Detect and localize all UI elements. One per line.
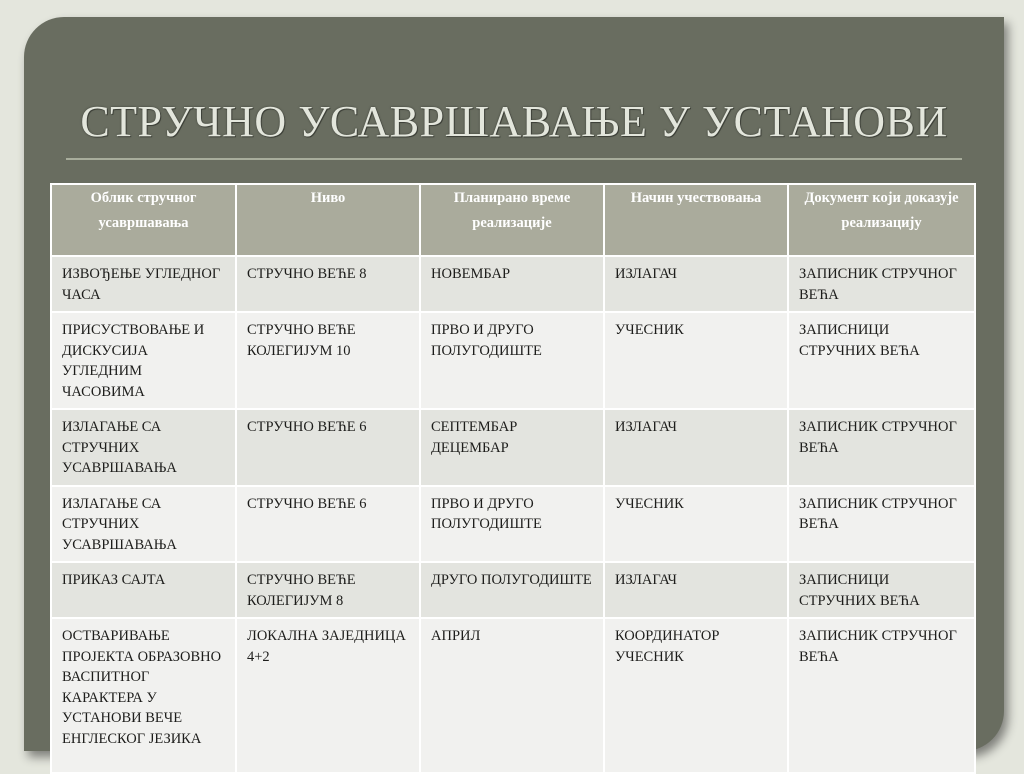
cell-document: ЗАПИСНИК СТРУЧНОГ ВЕЋА: [788, 618, 975, 773]
cell-level: СТРУЧНО ВЕЋЕ КОЛЕГИЈУМ 8: [236, 562, 420, 618]
cell-form: ИЗЛАГАЊЕ СА СТРУЧНИХ УСАВРШАВАЊА: [51, 409, 236, 486]
header-level: Ниво: [236, 184, 420, 256]
cell-participation: УЧЕСНИК: [604, 312, 788, 409]
table-row: [51, 409, 975, 486]
table-container: [50, 183, 974, 774]
cell-document: ЗАПИСНИК СТРУЧНОГ ВЕЋА: [788, 409, 975, 486]
cell-document: ЗАПИСНИК СТРУЧНОГ ВЕЋА: [788, 256, 975, 312]
table-row: [51, 562, 975, 618]
cell-form: ПРИКАЗ САЈТА: [51, 562, 236, 618]
cell-participation: УЧЕСНИК: [604, 486, 788, 563]
title-divider: [66, 158, 962, 160]
cell-participation: ИЗЛАГАЧ: [604, 562, 788, 618]
cell-planned-time: ДРУГО ПОЛУГОДИШТЕ: [420, 562, 604, 618]
table-row: [51, 256, 975, 312]
cell-level: ЛОКАЛНА ЗАЈЕДНИЦА 4+2: [236, 618, 420, 773]
cell-planned-time: АПРИЛ: [420, 618, 604, 773]
slide-title: СТРУЧНО УСАВРШАВАЊЕ У УСТАНОВИ: [80, 97, 948, 146]
table-header-row: [51, 184, 975, 256]
cell-level: СТРУЧНО ВЕЋЕ 8: [236, 256, 420, 312]
table-row: [51, 312, 975, 409]
cell-form: ОСТВАРИВАЊЕ ПРОЈЕКТА ОБРАЗОВНО ВАСПИТНОГ КАРАКТЕРА У УСТАНОВИ ВЕЧЕ ЕНГЛЕСКОГ ЈЕЗИКА: [51, 618, 236, 773]
table-row: [51, 618, 975, 773]
table-row: [51, 486, 975, 563]
cell-level: СТРУЧНО ВЕЋЕ КОЛЕГИЈУМ 10: [236, 312, 420, 409]
cell-document: ЗАПИСНИЦИ СТРУЧНИХ ВЕЋА: [788, 312, 975, 409]
cell-participation: ИЗЛАГАЧ: [604, 256, 788, 312]
cell-form: ИЗЛАГАЊЕ СА СТРУЧНИХ УСАВРШАВАЊА: [51, 486, 236, 563]
cell-planned-time: СЕПТЕМБАР ДЕЦЕМБАР: [420, 409, 604, 486]
cell-level: СТРУЧНО ВЕЋЕ 6: [236, 486, 420, 563]
cell-document: ЗАПИСНИК СТРУЧНОГ ВЕЋА: [788, 486, 975, 563]
training-table: [50, 183, 976, 774]
cell-level: СТРУЧНО ВЕЋЕ 6: [236, 409, 420, 486]
cell-form: ПРИСУСТВОВАЊЕ И ДИСКУСИЈА УГЛЕДНИМ ЧАСОВИМА: [51, 312, 236, 409]
cell-planned-time: ПРВО И ДРУГО ПОЛУГОДИШТЕ: [420, 312, 604, 409]
header-participation: Начин учествовања: [604, 184, 788, 256]
cell-document: ЗАПИСНИЦИ СТРУЧНИХ ВЕЋА: [788, 562, 975, 618]
cell-planned-time: НОВЕМБАР: [420, 256, 604, 312]
cell-planned-time: ПРВО И ДРУГО ПОЛУГОДИШТЕ: [420, 486, 604, 563]
cell-form: ИЗВОЂЕЊЕ УГЛЕДНОГ ЧАСА: [51, 256, 236, 312]
header-document: Документ који доказује реализацију: [788, 184, 975, 256]
cell-participation: ИЗЛАГАЧ: [604, 409, 788, 486]
header-form: Облик стручног усавршавања: [51, 184, 236, 256]
cell-participation: КООРДИНАТОР УЧЕСНИК: [604, 618, 788, 773]
header-planned-time: Планирано време реализације: [420, 184, 604, 256]
